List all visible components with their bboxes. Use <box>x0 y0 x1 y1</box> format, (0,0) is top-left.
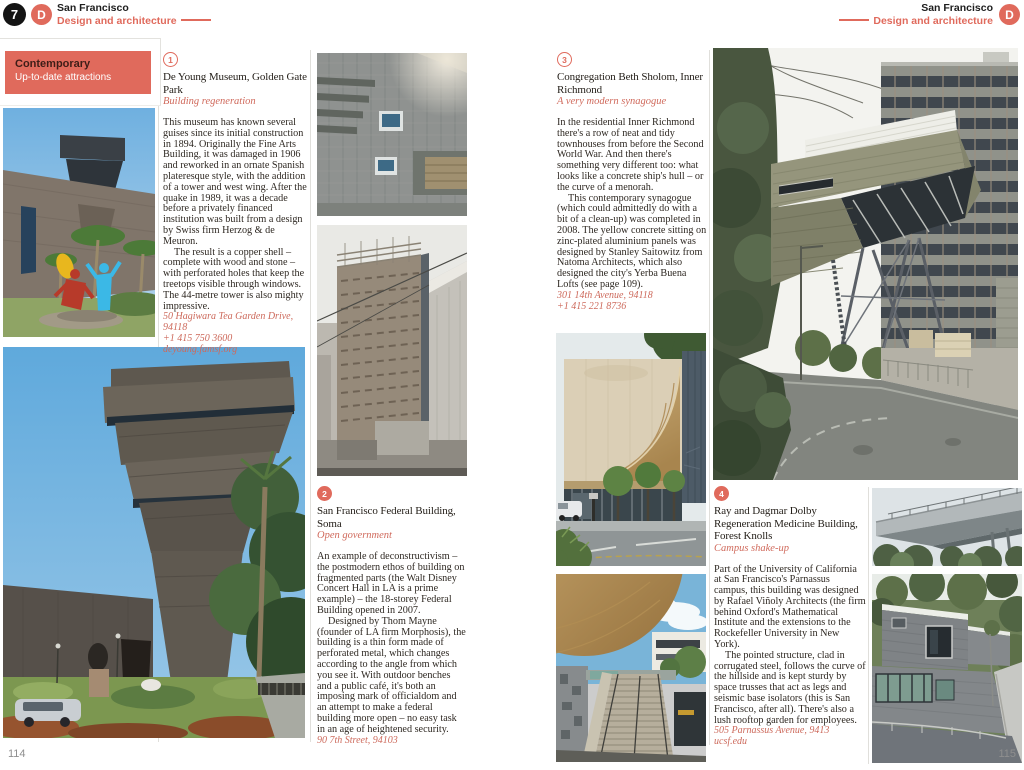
photo-dolby-curved-wing <box>872 574 1022 763</box>
article-beth-sholom <box>557 52 708 312</box>
article-address: 90 7th Street, 94103 <box>317 734 398 746</box>
article-phone: +1 415 750 3600 <box>163 332 233 344</box>
photo-dolby-building <box>713 48 1018 480</box>
article-category: Campus shake-up <box>714 542 789 554</box>
article-number-badge: 4 <box>714 486 729 501</box>
article-paragraph: The pointed structure, clad in corrugated steel, follows the curve of the hillside and is kept sturdy by space trusses that act as legs and seismic base isolators (this is San Francisco, after all). There's also a lush rooftop garden for employees. <box>714 649 866 726</box>
category-subtitle: Up-to-date attractions <box>15 72 112 83</box>
article-dolby-building <box>714 486 866 748</box>
column-rule <box>709 50 710 745</box>
article-paragraph: This museum has known several guises since its initial construction in 1894. Originally the Fine Arts Building, it was damaged in 1906 and reworked in an ornate Spanish plateresque style, with the addition of a tower and west wing. After the quake in 1989, it was a decade before a privately financed institution was built from a design by Swiss firm Herzog & de Meuron. <box>163 117 307 247</box>
article-paragraph: An example of deconstructivism – the postmodern ethos of building on fragmented parts (the Walt Disney Concert Hall in LA is a prime example) – the 18-storey Federal Building opened in 2007. <box>317 551 465 616</box>
article-paragraph: In the residential Inner Richmond there's a row of neat and tidy townhouses from before the Second World War. And then there's something very different too: what looks like a concrete ship's hull – or the curve of a menorah. <box>557 117 704 193</box>
photo-federal-building-full <box>317 225 467 476</box>
category-card <box>0 38 161 106</box>
header-right <box>760 3 993 27</box>
header-dash-line <box>839 19 869 21</box>
photo-synagogue-stairs <box>556 574 706 762</box>
article-website: deyoung.famsf.org <box>163 343 238 355</box>
header-dash-line <box>181 19 211 21</box>
article-de-young-museum <box>163 52 309 356</box>
article-number-badge: 3 <box>557 52 572 67</box>
header-city: San Francisco <box>57 2 129 14</box>
column-rule <box>868 487 869 764</box>
article-phone: +1 415 221 8736 <box>557 300 627 312</box>
header-section: Design and architecture <box>57 15 177 27</box>
category-title: Contemporary <box>15 58 91 70</box>
issue-number-badge: 7 <box>3 3 26 26</box>
category-box <box>5 51 151 94</box>
article-title: Congregation Beth Sholom, Inner Richmond <box>557 71 703 96</box>
header-left <box>57 3 211 27</box>
article-address: 505 Parnassus Avenue, 9413 <box>714 725 830 737</box>
article-category: Open government <box>317 530 392 541</box>
section-letter-badge: D <box>999 4 1020 25</box>
article-title: De Young Museum, Golden Gate Park <box>163 71 307 96</box>
header-city: San Francisco <box>921 2 993 14</box>
photo-de-young-tower <box>3 347 305 738</box>
article-category: Building regeneration <box>163 96 256 107</box>
article-website: ucsf.edu <box>714 736 748 748</box>
photo-dolby-underside <box>872 488 1022 566</box>
photo-federal-building-detail <box>317 53 467 216</box>
header-section: Design and architecture <box>873 15 993 27</box>
article-paragraph: Part of the University of California at San Francisco's Parnassus campus, this building was designed by Rafael Viñoly Architects (the firm behind Oxford's Mathematical Institute and the extensions to the Rockefeller University in New York). <box>714 563 866 651</box>
photo-de-young-facade-sculpture <box>3 108 155 337</box>
article-title: San Francisco Federal Building, Soma <box>317 505 456 530</box>
article-address: 301 14th Avenue, 94118 <box>557 289 653 301</box>
article-paragraph: The result is a copper shell – complete with wood and stone – with perforated holes that keep the treetops visible through windows. The 44-metre tower is also mighty impressive. <box>163 246 305 312</box>
page-number-right: 115 <box>998 748 1016 760</box>
article-paragraph: This contemporary synagogue (which could admittedly do with a bit of a clean-up) was completed in 2008. The yellow concrete sitting on zinc-plated aluminium panels was designed by Stanley Saitowitz from Natoma Architects, which also designed the city's Yerba Buena Lofts (see page 109). <box>557 192 707 290</box>
article-federal-building <box>317 486 467 746</box>
article-title: Ray and Dagmar Dolby Regeneration Medicine Building, Forest Knolls <box>714 505 858 542</box>
article-number-badge: 2 <box>317 486 332 501</box>
article-address: 50 Hagiwara Tea Garden Drive, 94118 <box>163 311 294 334</box>
article-category: A very modern synagogue <box>557 96 667 107</box>
page-number-left: 114 <box>8 748 26 760</box>
photo-synagogue-street <box>556 333 706 566</box>
section-letter-badge: D <box>31 4 52 25</box>
column-rule <box>310 50 311 742</box>
article-paragraph: Designed by Thom Mayne (founder of LA firm Morphosis), the building is a thin form made of perforated metal, which changes according to the angle from which you see it. With outdoor benches and a public café, it's both an imposing mark of officialdom and an attempt to make a federal building more open – no easy task in an age of heightened security. <box>317 615 466 735</box>
article-number-badge: 1 <box>163 52 178 67</box>
